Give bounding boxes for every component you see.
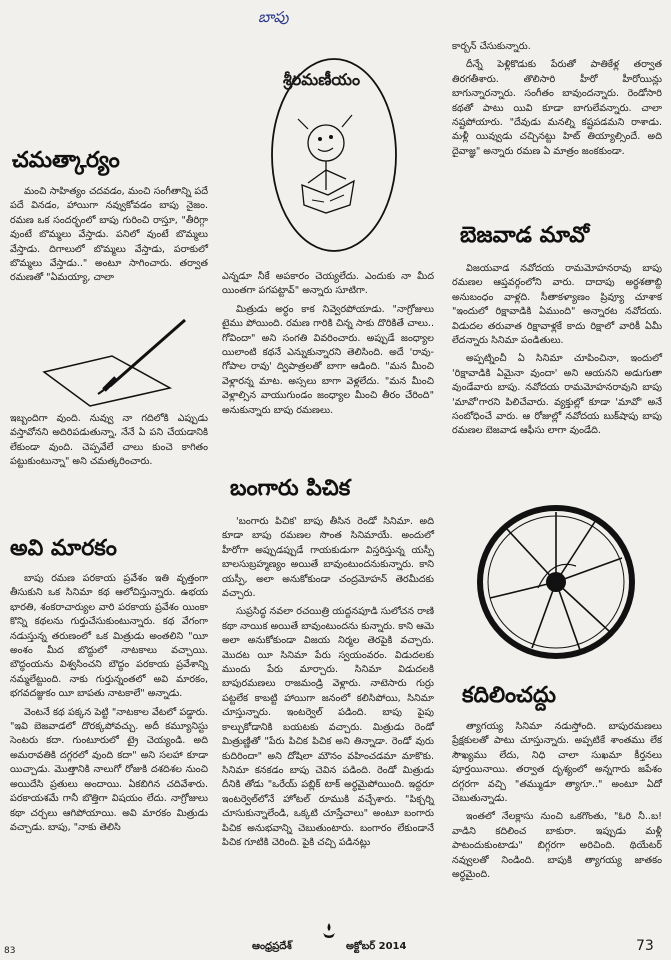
para-bangaru-pichika-2: సుప్రసిద్ధ నవలా రచయిత్రి యద్దనపూడి సులోచన రాణి కథా నాయిక అయితే బావుంటుందను కున్నారు. కాని ఆమె అలా అనుకోకుండా విజయ నిర్మల తెరపైకి వచ్చారు. మొదట యీ సినిమా పేరు స్వయంవరం. విడుదలకు ముందు పేరు మార్చారు. సినిమా విడుదలకి బాపురమణలు రాజమండ్రి వెళ్లారు. నాటెసారు గుర్రు పట్టలేక కాబట్టి హాయిగా జనంలో కలిసిపోయి, సినిమా చూస్తున్నారు. ఇంటర్వెల్ పడింది. బాపు పైపు కాల్చుకోడానికి బయటకు వచ్చారు. మిత్రుడు రెండో మిత్రుణ్ణితో "పేరు పిచిక పిచిక అని తిన్నాడా. రెండో వురు కుదిరిందా" అని దోషిలా మౌనం వహించడమా మాకొకు. సినిమా కనకడం బాపు చెవిన పడింది. రెండో మిత్రుడు దీనికి తోడు "ఒరేయ్ పబ్లిక్ టాక్ అర్ధమైపోయింది. ఇద్దరూ ఇంటర్వెల్‌లోనే హోటల్ రూముకి వచ్చేశారు. "పిక్చర్ని చూసుకున్నాలేండి, ఒక్కటి చూస్తేచాలు" అంటూ బంగారు పిచిక అనుభవాన్ని చెబుతుంటారు. బంగారం లేకుండానే పిచిక గూటికి చెరింది. పైకి చచ్చి పడినట్లు bbox=[222, 606, 434, 848]
para-bejawada-mao-1: విజయవాడ నవోదయ రామమోహనరావు బాపు రమణల ఆప్తవర్గంలోని వారు. దాదాపు అర్థశతాబ్ది అనుబంధం వాళ్లది. సీతాకళ్యాణం ప్రివ్యూ చూశాక "ఇందులో రిక్షావాడికి ఏముంది" అన్నారట నవోదయ. విడుదల తరువాత రిక్షావాళ్లకే కాదు రిక్షాలో వారికీ ఏమీ లేదన్నారు సినిమా పండితులు. bbox=[452, 263, 662, 347]
middle-col-top bbox=[222, 270, 434, 422]
left-para-2 bbox=[10, 572, 208, 839]
right-col-top bbox=[452, 40, 662, 163]
para-right-1: కార్బన్ చేసుకున్నారు. bbox=[452, 41, 531, 52]
para-right-2: దీన్నే పెళ్లికొడుకు పేరుతో పాతికేళ్ల తర్వాత తిరగతీశారు. తొలిసారి హీరో హీరోయిన్లు బాగున్నారన్నారు. సంగీతం బావుందన్నారు. రెండోసారి కథతో పాటు యివి కూడా బాగులేవన్నారు. చాలా నష్టపోయారు. "దేవుడు మనల్ని కష్టపడమని రాశాడు. మళ్లీ యివ్వుడు చచ్చినట్టు హిట్ తియ్యాల్సిందే. అది దైవాజ్ఞ" అన్నారు రమణ ఏ మాత్రం జంకకుండా. bbox=[452, 59, 662, 157]
wheel-illustration bbox=[472, 498, 642, 666]
heading-avi-marakam: అవి మారకం bbox=[10, 535, 117, 561]
footer-magazine: ఆంధ్రప్రదేశ్ bbox=[252, 941, 292, 952]
top-scribble: బాపు bbox=[258, 8, 289, 26]
brush-paper-illustration bbox=[20, 312, 190, 412]
left-para-1b bbox=[10, 412, 208, 474]
para-bejawada-mao-2: అప్పట్నించీ ఏ సినిమా చూపించినా, ఇందులో 'రిక్షావాడికి ఏమైనా వుందా' అని ఆయనని అడుగుతా వుండేవారు బాపు. నవోదయ రామమోహనరావుని బాపు 'మావో'గారని పిలిచేవారు. వ్యక్తుల్లో కూడా 'మావో' అనే సంబోధించే వారు. ఆ రోజుల్లో నవోదయ బుక్‌షాపు బాపు రమణల బెజవాడ ఆఫీసు లాగా వుండేది. bbox=[452, 353, 662, 437]
page-number: 73 bbox=[636, 938, 654, 954]
heading-bejawada-mao: బెజవాడ మావో bbox=[460, 222, 590, 248]
para-chamatkaryam-end: ఇబ్బందిగా వుంది. నువ్వు నా గదిలోకి ఎప్పుడు వస్తావోనని అదిరిపడుతున్నా, నేనే ఏ పని చేయడానికి లేకుండా వుంది. చెప్పవేలే చాలు కుంచె కాగితం పట్టుకుంటున్నా" అని చమత్కరించారు. bbox=[10, 413, 208, 468]
para-avi-marakam: బాపు రమణ పరకాయ ప్రవేశం ఇతి వృత్తంగా తీసుకుని ఒక సినిమా కథ ఆలోచిస్తున్నారు. ఉభయ భారతి, శంకరాచార్యుల వారి పరకాయ ప్రవేశం యింకా కొన్ని కథలను గుర్తుచేసుకుంటున్నారు. కథ వేగంగా నడుస్తున్న తరుణంలో ఒక మిత్రుడు అంతలిని "యీ అంశం మీద బొద్దులో నాటకాలు వచ్చాయి. బౌద్ధంయను విశ్వసించని బౌద్ధం పరకాయ ప్రవేశాన్ని నమ్మలేట్టుంది. నాకు గుర్తున్నంతలో అవి మారకం, భగవదజ్జుకం యీ బాపతు నాటకాలే" అన్నాడు. bbox=[10, 573, 208, 700]
para-chamatkaryam: మంచి సాహిత్యం చదవడం, మంచి సంగీతాన్ని పదే పదే వినడం, హాయిగా నవ్వుకోవడం బాపు నైజం. రమణ ఒక సందర్భంలో బాపు గురించి రాస్తూ, "తీరిగ్గా వుంటే బొమ్మలు వేస్తాడు. పనిలో వుంటే బొమ్మలు వేస్తాడు. దిగాలులో బొమ్మలు వేస్తాడు, పరాకులో బొమ్మలు వేస్తాడు.." అంటూ సాగించారు. తర్వాత రమణతో "ఏమయ్యా, చాలా bbox=[10, 186, 208, 284]
para-middle-2: మిత్రుడు అర్ధం కాక నివ్వెరపోయాడు. "నాగ్రోజులు టైము పోయింది. రమణ గారికి చిన్న సాకు దొరికితే చాలు.. గోవిందా" అని సంగతి వివరించారు. అప్పుడే జంధ్యాల యిలాంటి కథనే ఎన్నుకున్నారని తెలిసింది. అదే 'రావు-గోపాల రావు' ద్విపాత్రలతో బాగా ఆడింది. "మన మీంచి వెళ్లారన్న మాట. అస్సలు బాగా వెళ్లలేదు. "మన మీంచి వెళ్లాల్సిన వాయుగుండం జంధ్యాల మీంచి తీరం చేరింది" అనుకున్నారు బాపు రమణలు. bbox=[222, 303, 434, 416]
heading-chamatkaryam: చమత్కార్యం bbox=[12, 147, 120, 173]
para-bangaru-pichika-1: 'బంగారు పిచిక' బాపు తీసిన రెండో సినిమా. అది కూడా బాపు రమణల సొంత సినిమాయే. అందులో హీరోగా అప్పుడప్పుడే గాయకుడుగా విస్తరిస్తున్న యస్పీ బాలసుబ్రహ్మణ్యం అయితే బావుంటుందనుకున్నారు. కాని యస్పీ, అలా అనుకోకుండా చంద్రమోహన్ తెరమీదకు వచ్చారు. bbox=[222, 516, 434, 600]
footer-month: అక్టోబర్ 2014 bbox=[346, 941, 407, 952]
middle-col-bottom bbox=[222, 515, 434, 854]
left-page-number: 83 bbox=[4, 946, 16, 956]
right-col-bottom bbox=[452, 720, 662, 886]
para-avi-marakam-2: వెంటనే కథ పక్కన పెట్టి "నాటకాల వేటలో పడ్డారు. "ఇవి బెజవాడలో దొరక్కపోవచ్చు. అదీ కమ్యూనిస్టు సెంటరు కదా. గుంటూరులో ట్రై చెయ్యండి. అది అమరావతికి దగ్గరలో వుంది కదా" అని సలహా కూడా యిచ్చాడు. మొత్తానికి నాలుగో రోజుకి దశదిశల నుంచి అయిదేసి ప్రతులు అందాయి. ఏకబిగిన చదివేశారు. పరకాయశమే గానీ బొత్తిగా విషయం లేదు. నాగ్రోజులు కథా చర్చలు ఆగిపోయాయి. అవి మారకం మిత్రుడు వచ్చాడు. బాపు, "నాకు తెలిసి bbox=[10, 706, 208, 833]
heading-kadilinchaddu: కదిలించద్దు bbox=[462, 682, 556, 708]
lamp-icon bbox=[322, 922, 336, 940]
right-col-mid bbox=[452, 262, 662, 443]
left-para-1 bbox=[10, 185, 208, 290]
para-kadilinchaddu-1: త్యాగయ్య సినిమా నడుస్తోంది. బాపురమణలు ప్రేక్షకులతో పాటు చూస్తున్నారు. అప్పటికే శాంతము లేక సౌఖ్యము లేదు, నిధి చాలా సుఖమా కీర్తనలు పూర్తయినాయి. తర్వాత దృశ్యంలో అన్నగారు జపేశం దగ్గరగా వచ్చి "తమ్ముడూ త్యాగూ.." అంటూ ఏదో చెబుతున్నాడు. bbox=[452, 721, 662, 805]
logo-title: శ్రీరమణీయం bbox=[283, 70, 361, 89]
para-kadilinchaddu-2: ఇంతలో నేలక్లాసు నుంచి ఒకగొంతు, "ఓరి నీ..బ! వాడిని కదిలించ బాకురా. ఇప్పుడు మళ్లీ పాటందుకుంటాడు" బిగ్గరగా అరిచింది. థియేటర్ నవ్వులతో నిండింది. బాపుకి త్యాగయ్య జాతకం అర్థమైంది. bbox=[452, 811, 662, 881]
para-middle-1: ఎన్నడూ నీకే అపకారం చెయ్యలేదు. ఎందుకు నా మీద యింతగా పగపట్టావ్" అన్నారు సూటిగా. bbox=[222, 271, 434, 297]
heading-bangaru-pichika: బంగారు పిచిక bbox=[230, 475, 351, 501]
